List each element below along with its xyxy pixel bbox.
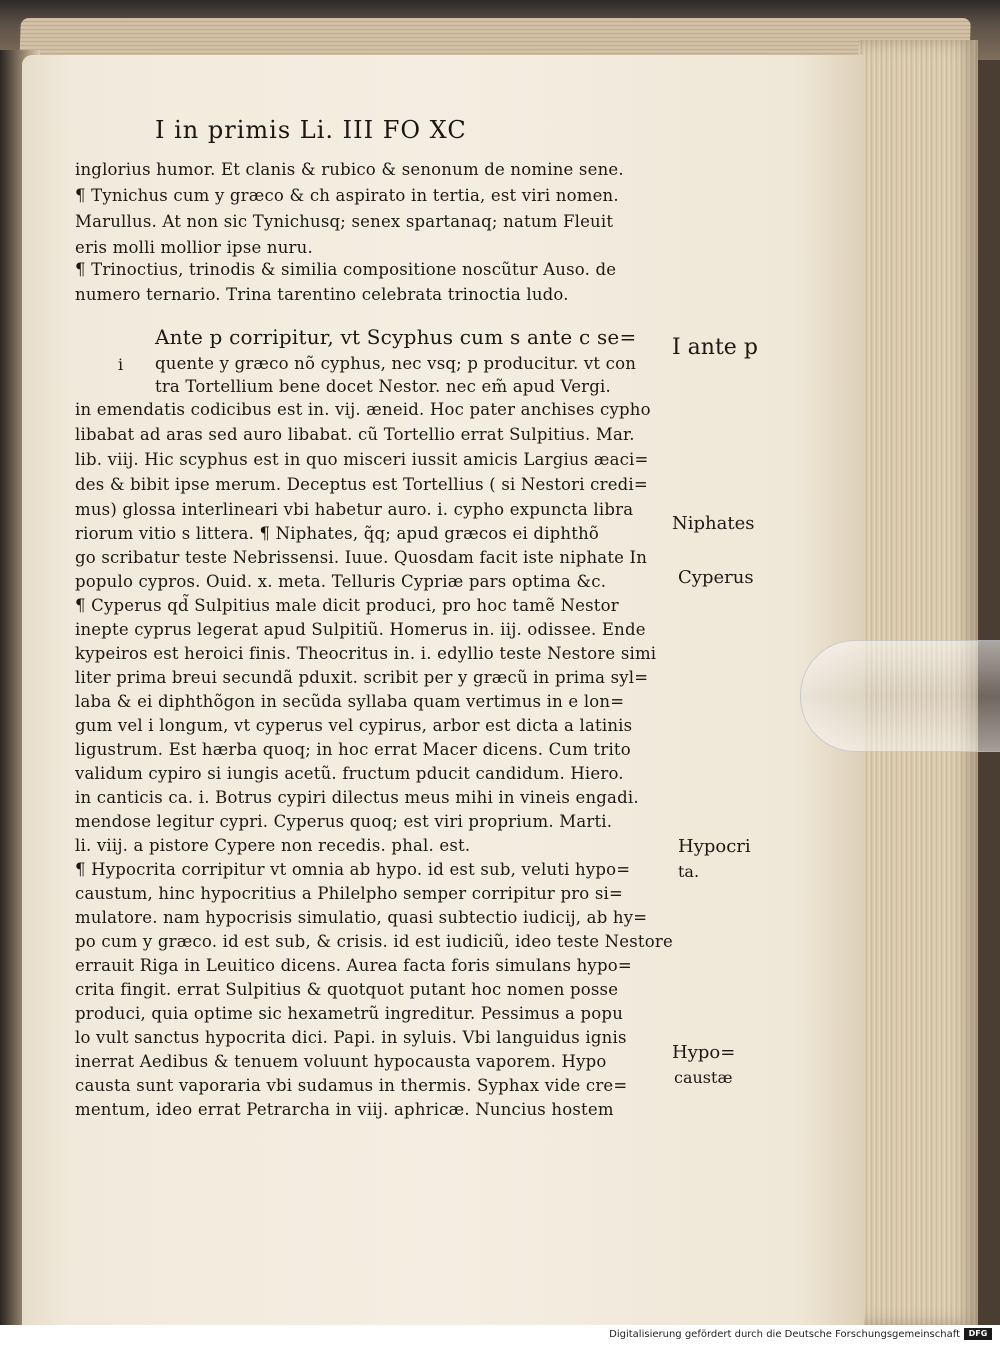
text-line: ¶ Cyperus qd̃ Sulpitius male dicit produci, pro hoc tamẽ Nestor <box>75 596 619 615</box>
text-line: kypeiros est heroici finis. Theocritus in. i. edyllio teste Nestore simi <box>75 644 657 663</box>
text-line: in canticis ca. i. Botrus cypiri dilectus meus mihi in vineis engadi. <box>75 788 639 807</box>
text-line: li. viij. a pistore Cypere non recedis. phal. est. <box>75 836 471 855</box>
text-line: eris molli mollior ipse nuru. <box>75 238 313 257</box>
margin-note-hypocausta-2: caustæ <box>674 1068 733 1087</box>
text-line: ligustrum. Est hærba quoq; in hoc errat Macer dicens. Cum trito <box>75 740 631 759</box>
guide-letter: i <box>118 355 124 374</box>
text-line: crita fingit. errat Sulpitius & quotquot putant hoc nomen posse <box>75 980 619 999</box>
text-line: lo vult sanctus hypocrita dici. Papi. in syluis. Vbi languidus ignis <box>75 1028 627 1047</box>
margin-note-hypocrita-2: ta. <box>678 862 700 881</box>
text-line: mus) glossa interlineari vbi habetur auro. i. cypho expuncta libra <box>75 500 634 519</box>
text-line: mendose legitur cypri. Cyperus quoq; est viri proprium. Marti. <box>75 812 613 831</box>
text-line: lib. viij. Hic scyphus est in quo misceri iussit amicis Largius æaci= <box>75 450 649 469</box>
text-line: go scribatur teste Nebrissensi. Iuue. Quosdam facit iste niphate In <box>75 548 648 567</box>
text-line: liter prima breui secundã pduxit. scribit per y græcũ in prima syl= <box>75 668 649 687</box>
text-line: populo cypros. Ouid. x. meta. Telluris Cypriæ pars optima &c. <box>75 572 607 591</box>
text-line: numero ternario. Trina tarentino celebrata trinoctia ludo. <box>75 285 569 304</box>
text-line: po cum y græco. id est sub, & crisis. id est iudiciũ, ideo teste Nestore <box>75 932 673 951</box>
text-line: laba & ei diphthõgon in secũda syllaba quam vertimus in e lon= <box>75 692 625 711</box>
text-line: des & bibit ipse merum. Deceptus est Tortellius ( si Nestori credi= <box>75 475 648 494</box>
text-line: validum cypiro si iungis acetũ. fructum pducit candidum. Hiero. <box>75 764 624 783</box>
margin-note-hypocrita: Hypocri <box>678 836 751 857</box>
text-line: produci, quia optime sic hexametrũ ingreditur. Pessimus a popu <box>75 1004 624 1023</box>
text-line: caustum, hinc hypocritius a Philelpho semper corripitur pro si= <box>75 884 624 903</box>
text-line: mulatore. nam hypocrisis simulatio, quasi subtectio iudicij, ab hy= <box>75 908 648 927</box>
text-line: in emendatis codicibus est in. vij. æneid. Hoc pater anchises cypho <box>75 400 651 419</box>
text-line: mentum, ideo errat Petrarcha in viij. aphricæ. Nuncius hostem <box>75 1100 614 1119</box>
text-line: ¶ Hypocrita corripitur vt omnia ab hypo. id est sub, veluti hypo= <box>75 860 631 879</box>
text-line: Marullus. At non sic Tynichusq; senex spartanaq; natum Fleuit <box>75 212 614 231</box>
text-line: ¶ Trinoctius, trinodis & similia compositione noscũtur Auso. de <box>75 260 617 279</box>
dfg-logo: DFG <box>964 1328 992 1340</box>
text-line: inerrat Aedibus & tenuem voluunt hypocausta vaporem. Hypo <box>75 1052 607 1071</box>
plastic-page-clip <box>800 640 1000 752</box>
text-line: inepte cyprus legerat apud Sulpitiũ. Homerus in. iij. odissee. Ende <box>75 620 646 639</box>
text-line: gum vel i longum, vt cyperus vel cypirus, arbor est dicta a latinis <box>75 716 633 735</box>
margin-note-niphates: Niphates <box>672 513 755 534</box>
margin-note-cyperus: Cyperus <box>678 567 754 588</box>
text-line: Ante p corripitur, vt Scyphus cum s ante c se= <box>155 325 637 349</box>
text-line: quente y græco nõ cyphus, nec vsq; p producitur. vt con <box>155 354 637 373</box>
text-line: causta sunt vaporaria vbi sudamus in thermis. Syphax vide cre= <box>75 1076 628 1095</box>
funding-credit: Digitalisierung gefördert durch die Deutsche Forschungsgemeinschaft <box>609 1329 960 1340</box>
text-line: inglorius humor. Et clanis & rubico & senonum de nomine sene. <box>75 160 624 179</box>
text-line: errauit Riga in Leuitico dicens. Aurea facta foris simulans hypo= <box>75 956 632 975</box>
margin-note-hypocausta: Hypo= <box>672 1042 736 1063</box>
text-line: libabat ad aras sed auro libabat. cũ Tortellio errat Sulpitius. Mar. <box>75 425 635 444</box>
text-line: ¶ Tynichus cum y græco & ch aspirato in tertia, est viri nomen. <box>75 186 619 205</box>
text-line: riorum vitio s littera. ¶ Niphates, q̃q; apud græcos ei diphthõ <box>75 524 600 543</box>
text-line: tra Tortellium bene docet Nestor. nec em̃ apud Vergi. <box>155 377 611 396</box>
running-header: I in primis Li. III FO XC <box>155 116 467 144</box>
margin-note-i-ante-p: I ante p <box>672 335 758 360</box>
